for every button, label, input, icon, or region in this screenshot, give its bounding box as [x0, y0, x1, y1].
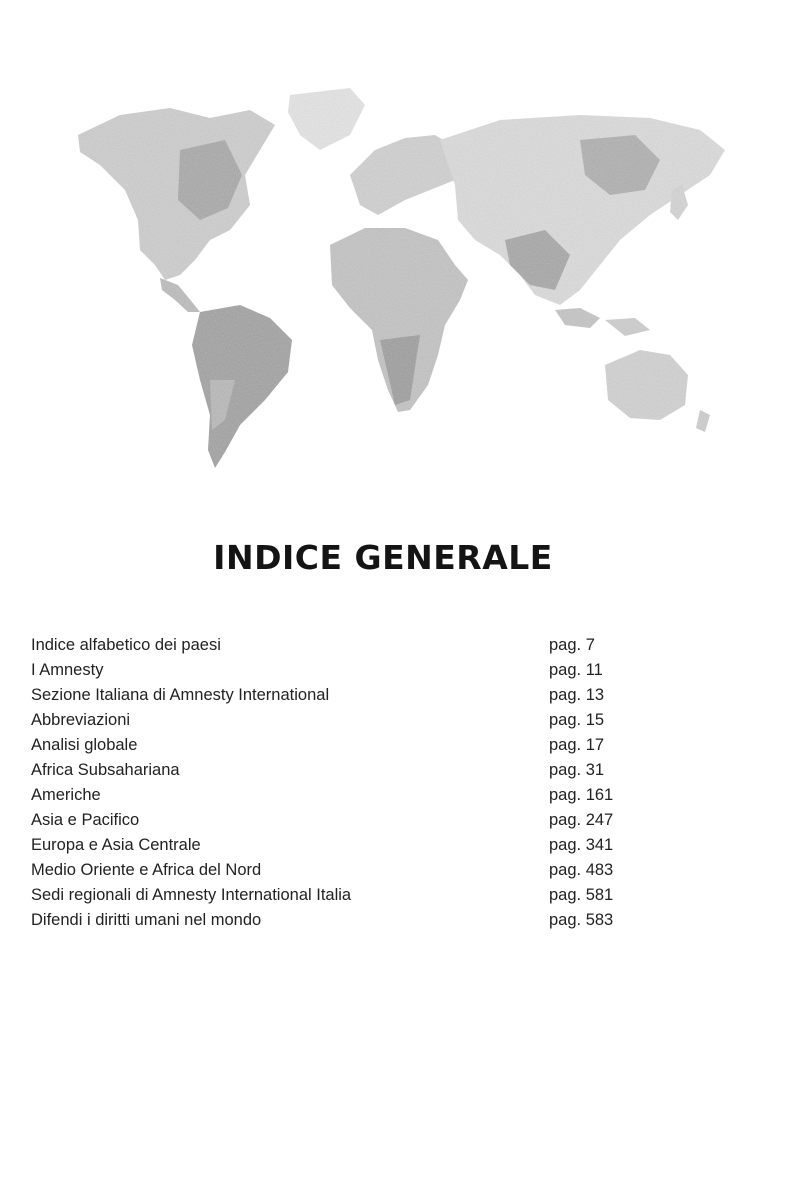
toc-entry-page: pag. 581 — [549, 886, 614, 904]
toc-entry-page: pag. 17 — [549, 736, 605, 754]
toc-entry[interactable] — [31, 683, 651, 708]
toc-entry-label: Sezione Italiana di Amnesty International — [31, 686, 330, 704]
toc-entry-page: pag. 7 — [549, 636, 595, 654]
world-map-icon — [60, 80, 740, 480]
page-title: INDICE GENERALE — [213, 538, 553, 577]
toc-entry-label: Asia e Pacifico — [31, 811, 140, 829]
toc-entry[interactable] — [31, 883, 651, 908]
toc-entry[interactable] — [31, 833, 651, 858]
toc-entry-page: pag. 11 — [549, 661, 603, 679]
toc-entry-page: pag. 583 — [549, 911, 614, 929]
toc-entry[interactable] — [31, 908, 651, 933]
toc-entry-page: pag. 31 — [549, 761, 605, 779]
south-america-shape — [192, 305, 292, 468]
toc-entry-page: pag. 341 — [549, 836, 614, 854]
toc-entry-page: pag. 483 — [549, 861, 614, 879]
toc-entry[interactable] — [31, 808, 651, 833]
greenland-shape — [288, 88, 365, 150]
toc-entry-label: Indice alfabetico dei paesi — [31, 636, 221, 654]
toc-entry[interactable] — [31, 733, 651, 758]
toc-entry-label: Difendi i diritti umani nel mondo — [31, 911, 262, 929]
toc-entry-label: Europa e Asia Centrale — [31, 836, 201, 854]
toc-entry-page: pag. 247 — [549, 811, 614, 829]
toc-entry-page: pag. 15 — [549, 711, 605, 729]
toc-entry[interactable] — [31, 858, 651, 883]
north-america-shape — [78, 108, 275, 280]
toc-entry-label: Sedi regionali di Amnesty International Italia — [31, 886, 352, 904]
toc-entry[interactable] — [31, 633, 651, 658]
toc-entry-page: pag. 161 — [549, 786, 614, 804]
table-of-contents — [31, 633, 651, 933]
toc-entry-page: pag. 13 — [549, 686, 605, 704]
toc-entry-label: Africa Subsahariana — [31, 761, 180, 779]
toc-entry[interactable] — [31, 783, 651, 808]
toc-entry[interactable] — [31, 708, 651, 733]
toc-entry-label: I Amnesty — [31, 661, 104, 679]
australia-shape — [605, 350, 688, 420]
toc-entry-label: Analisi globale — [31, 736, 138, 754]
toc-entry[interactable] — [31, 658, 651, 683]
toc-entry-label: Americhe — [31, 786, 101, 804]
toc-entry-label: Abbreviazioni — [31, 711, 131, 729]
toc-entry-label: Medio Oriente e Africa del Nord — [31, 861, 262, 879]
toc-entry[interactable] — [31, 758, 651, 783]
